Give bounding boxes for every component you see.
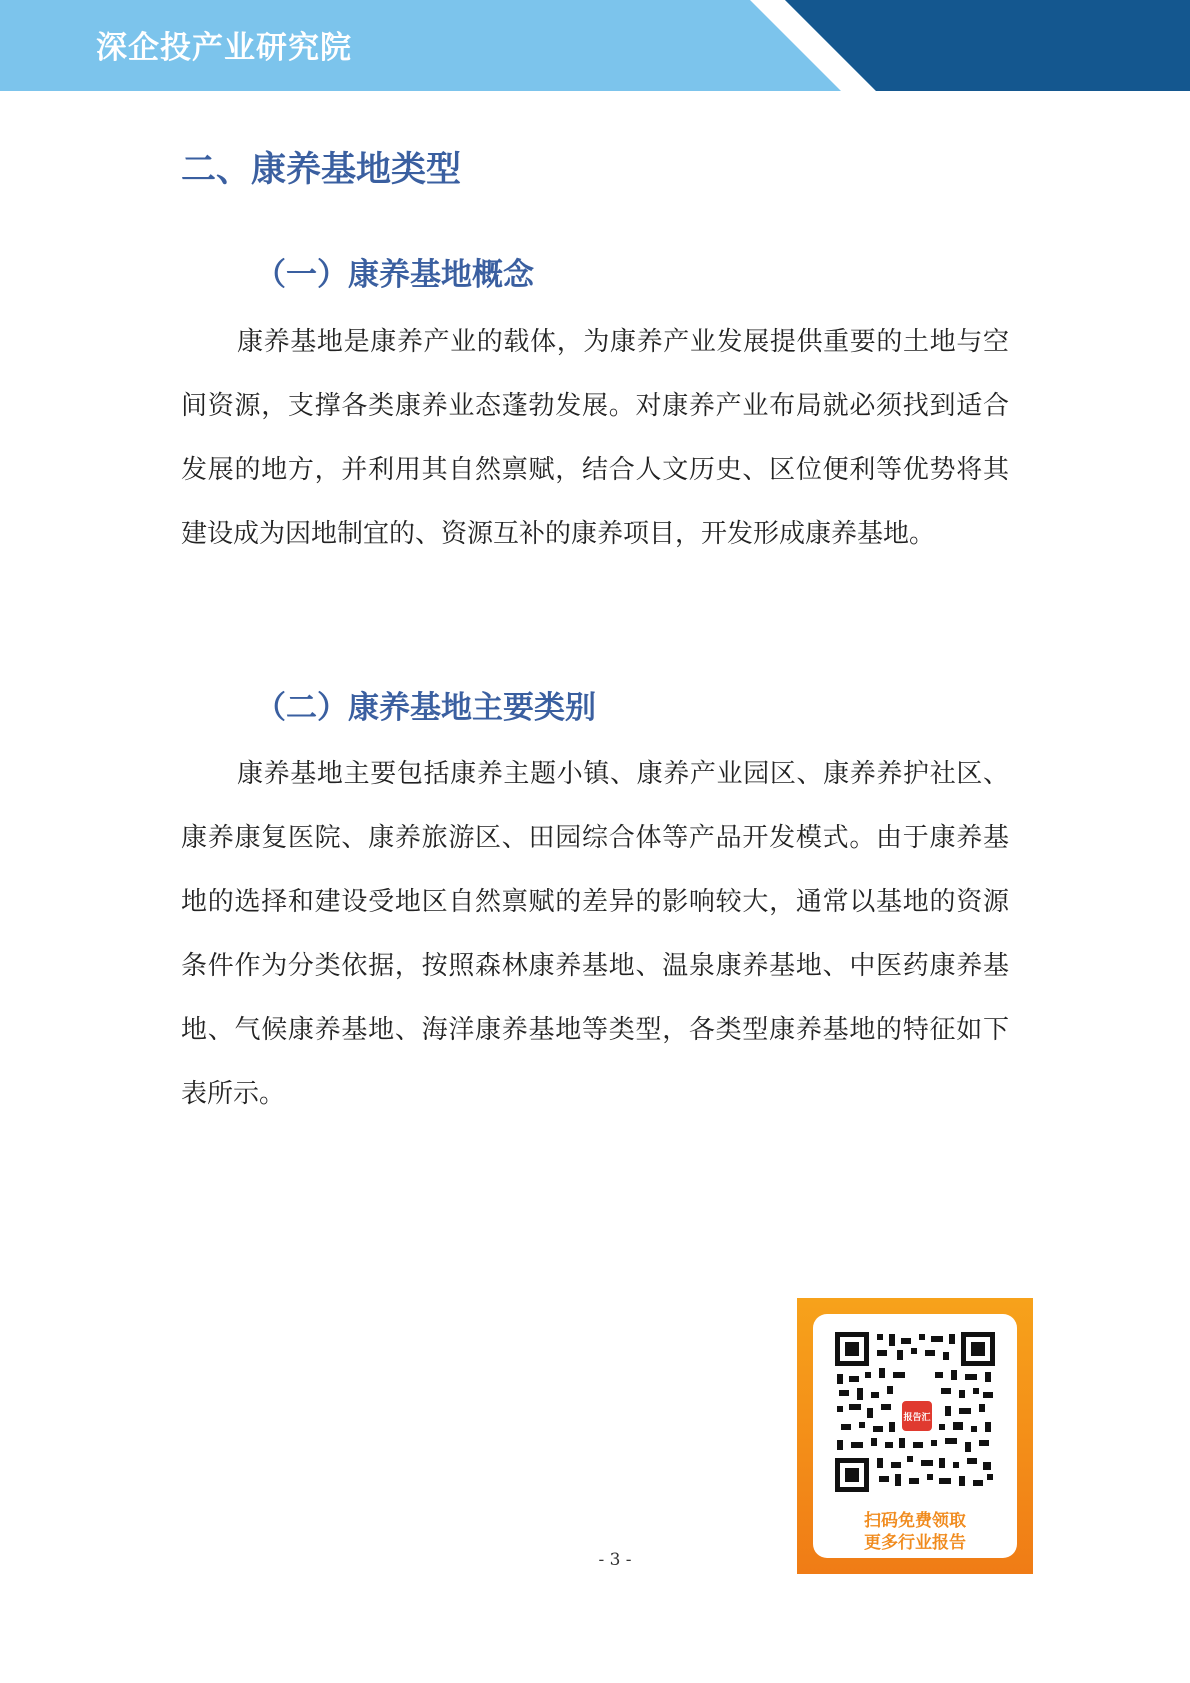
header-title: 深企投产业研究院 xyxy=(96,30,352,66)
qr-promo-card[interactable] xyxy=(797,1298,1033,1574)
qr-card-inner xyxy=(813,1314,1017,1558)
section-title: 二、康养基地类型 xyxy=(181,150,462,190)
qr-center-logo: 报告汇 xyxy=(899,1398,935,1434)
page-number: - 3 - xyxy=(598,1550,632,1570)
qr-caption xyxy=(813,1510,1017,1554)
paragraph-categories: 康养基地主要包括康养主题小镇、康养产业园区、康养养护社区、康养康复医院、康养旅游区、田园综合体等产品开发模式。由于康养基地的选择和建设受地区自然禀赋的差异的影响较大，通常以基地的资源条件作为分类依据，按照森林康养基地、温泉康养基地、中医药康养基地、气候康养基地、海洋康养基地等类型，各类型康养基地的特征如下表所示。 xyxy=(181,759,1009,1109)
subsection-title-categories: （二）康养基地主要类别 xyxy=(255,690,596,726)
subsection-title-concept: （一）康养基地概念 xyxy=(255,257,534,293)
qr-caption-line2: 更多行业报告 xyxy=(864,1533,966,1553)
qr-caption-line1: 扫码免费领取 xyxy=(864,1511,966,1531)
page-header xyxy=(0,0,1190,91)
paragraph-concept: 康养基地是康养产业的载体，为康养产业发展提供重要的土地与空间资源，支撑各类康养业态蓬勃发展。对康养产业布局就必须找到适合发展的地方，并利用其自然禀赋，结合人文历史、区位便利等优势将其建设成为因地制宜的、资源互补的康养项目，开发形成康养基地。 xyxy=(181,327,1009,549)
